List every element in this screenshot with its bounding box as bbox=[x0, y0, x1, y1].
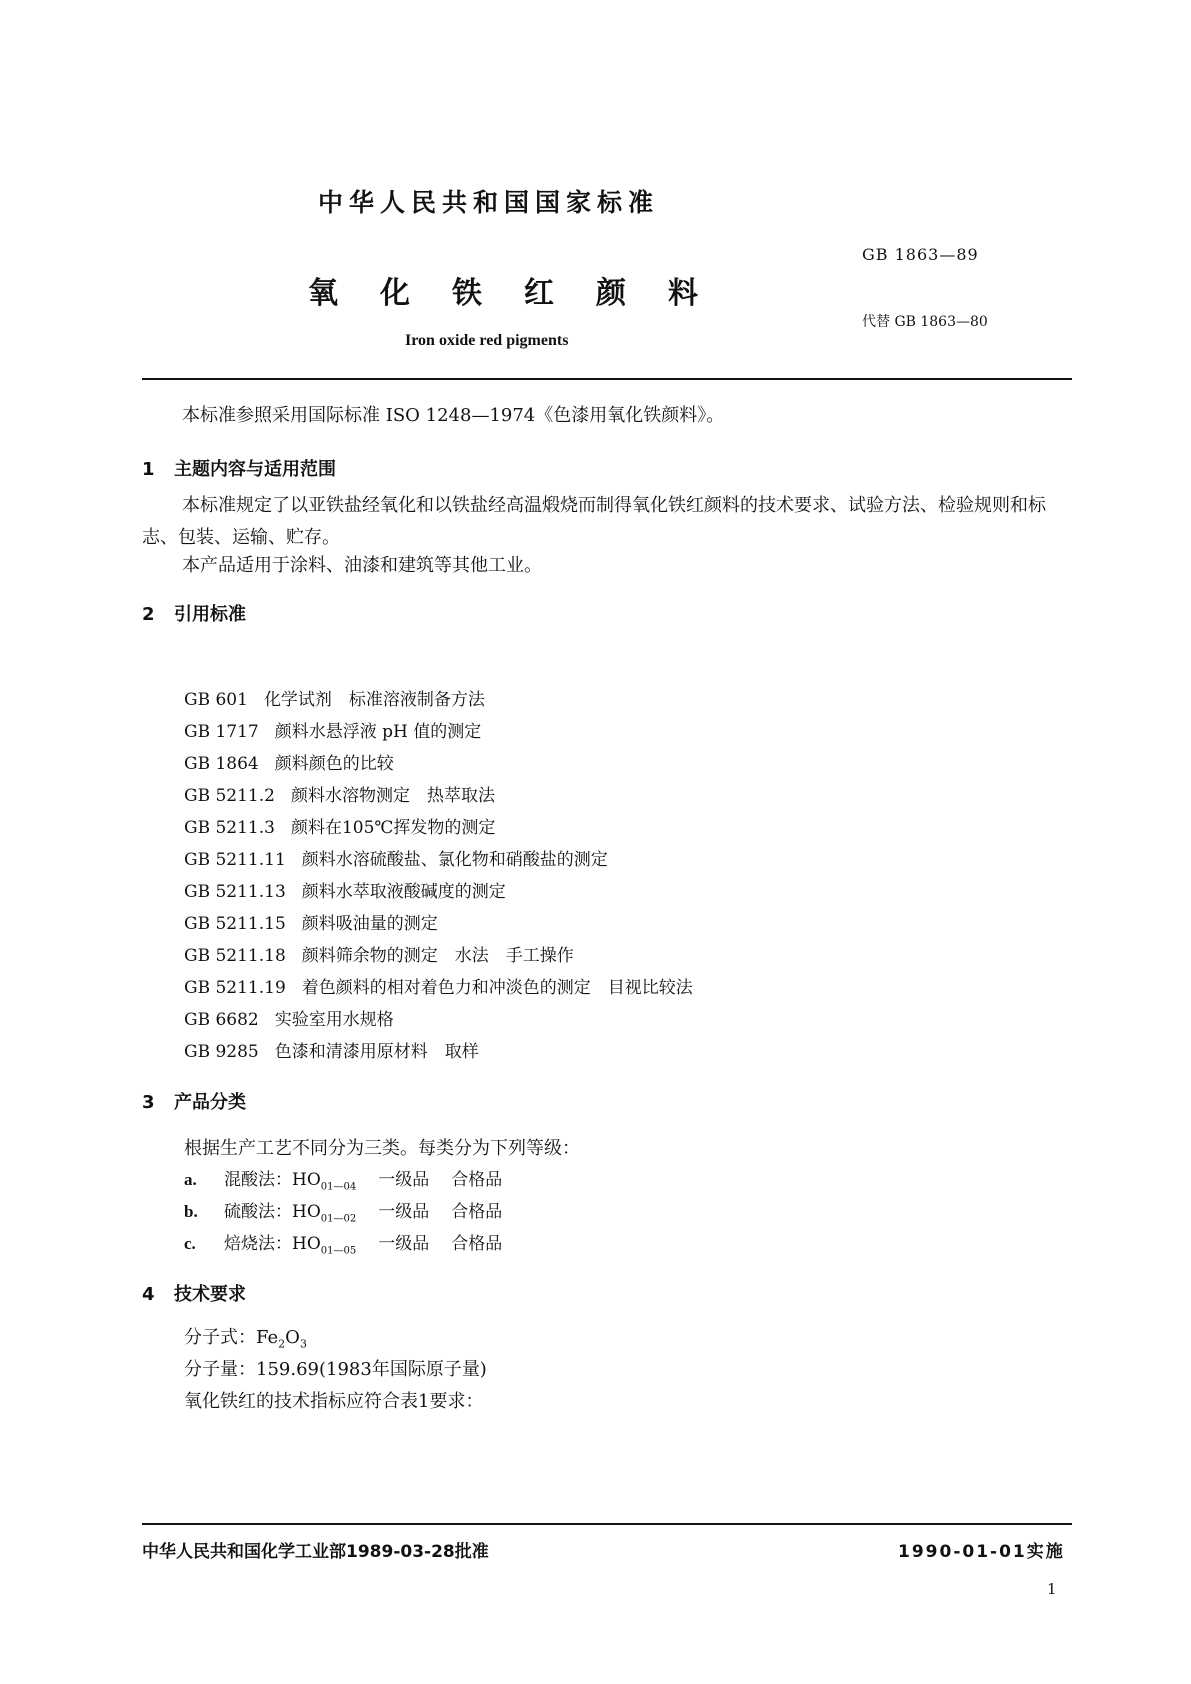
reference-name: 色漆和清漆用原材料 取样 bbox=[274, 1042, 479, 1062]
reference-code: GB 1717 bbox=[184, 722, 259, 742]
reference-name: 颜料水萃取液酸碱度的测定 bbox=[301, 882, 506, 902]
formula-fe-subscript: 2 bbox=[278, 1337, 286, 1351]
section-1-heading bbox=[142, 455, 336, 481]
class-code-subscript: 01—05 bbox=[320, 1245, 357, 1257]
section-1-paragraph-2: 本产品适用于涂料、油漆和建筑等其他工业。 bbox=[182, 555, 542, 576]
section-4-heading bbox=[142, 1280, 246, 1306]
replaces-note: 代替 GB 1863—80 bbox=[862, 314, 988, 330]
formula-fe: Fe bbox=[256, 1327, 279, 1348]
section-title: 引用标准 bbox=[174, 604, 246, 625]
reference-code: GB 5211.19 bbox=[184, 978, 286, 998]
reference-name: 实验室用水规格 bbox=[274, 1010, 394, 1030]
section-title: 技术要求 bbox=[174, 1284, 246, 1305]
section-number: 4 bbox=[142, 1284, 155, 1305]
class-grade-2: 合格品 bbox=[451, 1234, 503, 1254]
page-title: 氧化铁红颜料 bbox=[308, 276, 740, 311]
classification-list bbox=[184, 1164, 502, 1260]
reference-list bbox=[184, 684, 693, 1068]
reference-item bbox=[184, 908, 693, 940]
footer-divider bbox=[142, 1523, 1072, 1525]
reference-item bbox=[184, 716, 693, 748]
class-code: HO bbox=[292, 1170, 321, 1190]
reference-item bbox=[184, 876, 693, 908]
reference-item bbox=[184, 748, 693, 780]
reference-name: 颜料水溶物测定 热萃取法 bbox=[290, 786, 495, 806]
class-code: HO bbox=[292, 1202, 321, 1222]
reference-code: GB 6682 bbox=[184, 1010, 259, 1030]
class-grade-1: 一级品 bbox=[378, 1202, 430, 1222]
reference-code: GB 1864 bbox=[184, 754, 259, 774]
page-number: 1 bbox=[1047, 1580, 1057, 1598]
class-letter: a. bbox=[184, 1170, 197, 1189]
national-standard-heading: 中华人民共和国国家标准 bbox=[318, 188, 660, 217]
class-grade-2: 合格品 bbox=[451, 1170, 503, 1190]
class-item bbox=[184, 1196, 502, 1228]
class-item bbox=[184, 1228, 502, 1260]
intro-paragraph: 本标准参照采用国际标准 ISO 1248—1974《色漆用氧化铁颜料》。 bbox=[182, 405, 725, 426]
section-number: 2 bbox=[142, 604, 155, 625]
section-title: 主题内容与适用范围 bbox=[174, 459, 336, 480]
reference-item bbox=[184, 684, 693, 716]
class-letter: c. bbox=[184, 1234, 196, 1253]
reference-code: GB 5211.3 bbox=[184, 818, 275, 838]
class-method: 硫酸法： bbox=[224, 1202, 292, 1222]
reference-code: GB 5211.11 bbox=[184, 850, 286, 870]
reference-name: 颜料在105℃挥发物的测定 bbox=[290, 818, 496, 838]
reference-code: GB 5211.2 bbox=[184, 786, 275, 806]
english-title: Iron oxide red pigments bbox=[405, 332, 569, 349]
section-3-heading bbox=[142, 1088, 246, 1114]
reference-item bbox=[184, 940, 693, 972]
molecular-mass: 分子量：159.69(1983年国际原子量) bbox=[184, 1359, 487, 1380]
requirement-statement: 氧化铁红的技术指标应符合表1要求： bbox=[184, 1391, 484, 1412]
technical-info bbox=[184, 1322, 487, 1418]
reference-name: 颜料水悬浮液 pH 值的测定 bbox=[274, 722, 482, 742]
formula-o-subscript: 3 bbox=[299, 1337, 307, 1351]
reference-name: 颜料吸油量的测定 bbox=[301, 914, 438, 934]
molecular-formula bbox=[184, 1322, 487, 1354]
reference-code: GB 5211.13 bbox=[184, 882, 286, 902]
class-letter: b. bbox=[184, 1202, 198, 1221]
reference-name: 颜料水溶硫酸盐、氯化物和硝酸盐的测定 bbox=[301, 850, 608, 870]
section-2-heading bbox=[142, 600, 246, 626]
formula-o: O bbox=[285, 1327, 300, 1348]
class-code: HO bbox=[292, 1234, 321, 1254]
approval-note: 中华人民共和国化学工业部1989-03-28批准 bbox=[142, 1542, 489, 1562]
reference-item bbox=[184, 780, 693, 812]
reference-name: 颜料筛余物的测定 水法 手工操作 bbox=[301, 946, 574, 966]
reference-name: 着色颜料的相对着色力和冲淡色的测定 目视比较法 bbox=[301, 978, 693, 998]
section-number: 1 bbox=[142, 459, 155, 480]
reference-item bbox=[184, 812, 693, 844]
gb-code: GB 1863—89 bbox=[862, 245, 979, 264]
class-code-subscript: 01—04 bbox=[320, 1181, 357, 1193]
reference-item bbox=[184, 972, 693, 1004]
formula-label: 分子式： bbox=[184, 1327, 256, 1348]
class-item bbox=[184, 1164, 502, 1196]
class-grade-1: 一级品 bbox=[378, 1234, 430, 1254]
class-method: 焙烧法： bbox=[224, 1234, 292, 1254]
classification-intro: 根据生产工艺不同分为三类。每类分为下列等级： bbox=[184, 1138, 580, 1159]
reference-name: 颜料颜色的比较 bbox=[274, 754, 394, 774]
reference-code: GB 5211.15 bbox=[184, 914, 286, 934]
reference-item bbox=[184, 1036, 693, 1068]
class-method: 混酸法： bbox=[224, 1170, 292, 1190]
section-number: 3 bbox=[142, 1092, 155, 1113]
reference-code: GB 5211.18 bbox=[184, 946, 286, 966]
section-title: 产品分类 bbox=[174, 1092, 246, 1113]
reference-code: GB 9285 bbox=[184, 1042, 259, 1062]
class-grade-1: 一级品 bbox=[378, 1170, 430, 1190]
effective-date: 1990-01-01实施 bbox=[898, 1542, 1065, 1562]
reference-item bbox=[184, 1004, 693, 1036]
header-divider bbox=[142, 378, 1072, 380]
section-1-paragraph-1: 本标准规定了以亚铁盐经氧化和以铁盐经高温煅烧而制得氧化铁红颜料的技术要求、试验方法、检验规则和标志、包装、运输、贮存。 bbox=[142, 495, 1046, 548]
reference-name: 化学试剂 标准溶液制备方法 bbox=[263, 690, 485, 710]
class-code-subscript: 01—02 bbox=[320, 1213, 357, 1225]
reference-code: GB 601 bbox=[184, 690, 248, 710]
reference-item bbox=[184, 844, 693, 876]
class-grade-2: 合格品 bbox=[451, 1202, 503, 1222]
